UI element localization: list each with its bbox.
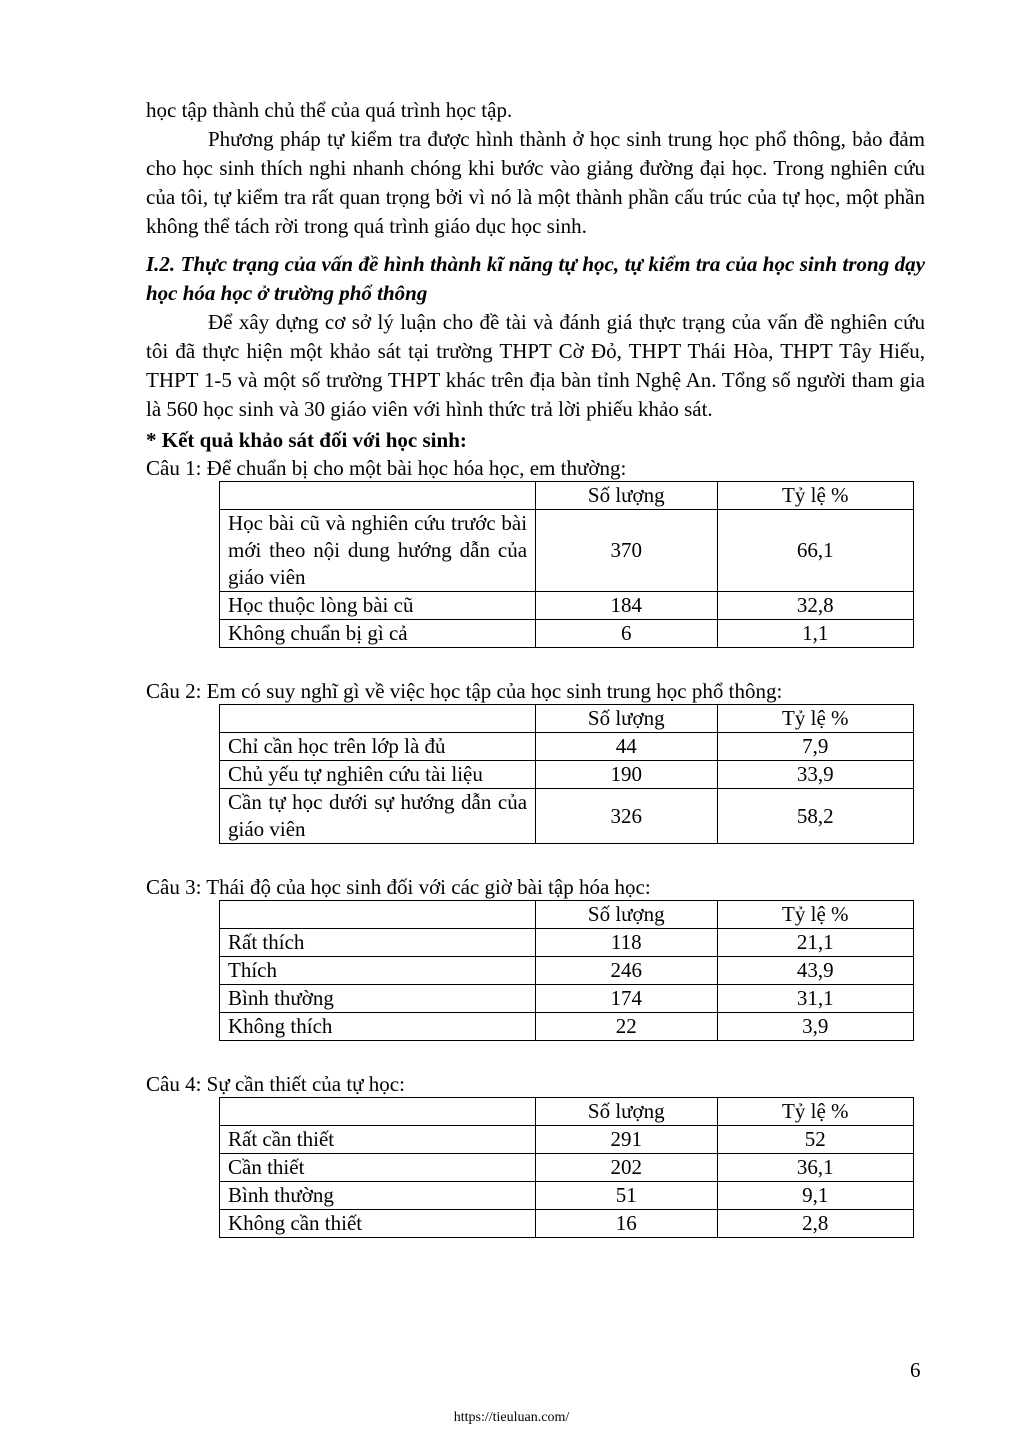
table-row xyxy=(220,510,914,592)
table-row xyxy=(220,789,914,844)
row-percent: 9,1 xyxy=(717,1182,913,1210)
row-count: 174 xyxy=(536,985,718,1013)
row-percent: 32,8 xyxy=(717,592,913,620)
row-percent: 58,2 xyxy=(717,789,913,844)
row-percent: 43,9 xyxy=(717,957,913,985)
row-percent: 66,1 xyxy=(717,510,913,592)
header-empty-cell xyxy=(220,482,536,510)
table-row xyxy=(220,985,914,1013)
row-label: Bình thường xyxy=(220,985,536,1013)
results-heading: * Kết quả khảo sát đối với học sinh: xyxy=(146,428,467,452)
row-count: 190 xyxy=(536,761,718,789)
header-count: Số lượng xyxy=(536,901,718,929)
table-row xyxy=(220,957,914,985)
header-empty-cell xyxy=(220,901,536,929)
header-percent: Tỷ lệ % xyxy=(717,705,913,733)
table-header-row xyxy=(220,705,914,733)
table-row xyxy=(220,1154,914,1182)
row-label: Cần tự học dưới sự hướng dẫn của giáo viên xyxy=(220,789,536,844)
row-count: 51 xyxy=(536,1182,718,1210)
header-count: Số lượng xyxy=(536,482,718,510)
table-header-row xyxy=(220,901,914,929)
question-3-table xyxy=(219,900,914,1041)
row-count: 16 xyxy=(536,1210,718,1238)
header-count: Số lượng xyxy=(536,705,718,733)
row-label: Chỉ cần học trên lớp là đủ xyxy=(220,733,536,761)
table-header-row xyxy=(220,482,914,510)
question-1-title: Câu 1: Để chuẩn bị cho một bài học hóa học, em thường: xyxy=(146,456,627,480)
table-row xyxy=(220,1013,914,1041)
row-count: 22 xyxy=(536,1013,718,1041)
row-percent: 21,1 xyxy=(717,929,913,957)
row-percent: 1,1 xyxy=(717,620,913,648)
row-label: Không chuẩn bị gì cả xyxy=(220,620,536,648)
row-percent: 33,9 xyxy=(717,761,913,789)
header-empty-cell xyxy=(220,1098,536,1126)
table-row xyxy=(220,761,914,789)
row-label: Thích xyxy=(220,957,536,985)
row-label: Không cần thiết xyxy=(220,1210,536,1238)
row-percent: 3,9 xyxy=(717,1013,913,1041)
row-label: Cần thiết xyxy=(220,1154,536,1182)
table-header-row xyxy=(220,1098,914,1126)
header-count: Số lượng xyxy=(536,1098,718,1126)
row-percent: 36,1 xyxy=(717,1154,913,1182)
row-percent: 2,8 xyxy=(717,1210,913,1238)
header-percent: Tỷ lệ % xyxy=(717,901,913,929)
row-label: Bình thường xyxy=(220,1182,536,1210)
table-row xyxy=(220,592,914,620)
row-count: 370 xyxy=(536,510,718,592)
header-percent: Tỷ lệ % xyxy=(717,482,913,510)
paragraph-survey: Để xây dựng cơ sở lý luận cho đề tài và đánh giá thực trạng của vấn đề nghiên cứu tôi đã thực hiện một khảo sát tại trường THPT Cờ Đỏ, THPT Thái Hòa, THPT Tây Hiếu, THPT 1-5 và một số trường THPT khác trên địa bàn tỉnh Nghệ An. Tổng số người tham gia là 560 học sinh và 30 giáo viên với hình thức trả lời phiếu khảo sát. xyxy=(146,310,925,421)
row-count: 246 xyxy=(536,957,718,985)
table-row xyxy=(220,1210,914,1238)
table-row xyxy=(220,620,914,648)
row-label: Rất thích xyxy=(220,929,536,957)
question-1-table xyxy=(219,481,914,648)
question-2-table xyxy=(219,704,914,844)
row-count: 44 xyxy=(536,733,718,761)
table-row xyxy=(220,1126,914,1154)
question-2-title: Câu 2: Em có suy nghĩ gì về việc học tập của học sinh trung học phổ thông: xyxy=(146,679,783,703)
table-row xyxy=(220,929,914,957)
table-row xyxy=(220,733,914,761)
header-percent: Tỷ lệ % xyxy=(717,1098,913,1126)
question-4-table xyxy=(219,1097,914,1238)
row-count: 184 xyxy=(536,592,718,620)
document-body xyxy=(146,96,925,1238)
page-number: 6 xyxy=(910,1358,921,1382)
row-percent: 31,1 xyxy=(717,985,913,1013)
row-count: 202 xyxy=(536,1154,718,1182)
table-row xyxy=(220,1182,914,1210)
row-label: Chủ yếu tự nghiên cứu tài liệu xyxy=(220,761,536,789)
question-3-title: Câu 3: Thái độ của học sinh đối với các giờ bài tập hóa học: xyxy=(146,875,651,899)
row-percent: 7,9 xyxy=(717,733,913,761)
row-count: 326 xyxy=(536,789,718,844)
footer-url[interactable]: https://tieuluan.com/ xyxy=(453,1410,570,1425)
row-label: Học thuộc lòng bài cũ xyxy=(220,592,536,620)
row-count: 291 xyxy=(536,1126,718,1154)
question-4-title: Câu 4: Sự cần thiết của tự học: xyxy=(146,1072,405,1096)
row-percent: 52 xyxy=(717,1126,913,1154)
row-label: Học bài cũ và nghiên cứu trước bài mới theo nội dung hướng dẫn của giáo viên xyxy=(220,510,536,592)
header-empty-cell xyxy=(220,705,536,733)
paragraph-continued: học tập thành chủ thể của quá trình học tập. xyxy=(146,98,513,122)
row-label: Không thích xyxy=(220,1013,536,1041)
paragraph-self-check: Phương pháp tự kiểm tra được hình thành ở học sinh trung học phổ thông, bảo đảm cho học sinh thích nghi nhanh chóng khi bước vào giảng đường đại học. Trong nghiên cứu của tôi, tự kiểm tra rất quan trọng bởi vì nó là một thành phần cấu trúc của tự học, một phần không thể tách rời trong quá trình giáo dục học sinh. xyxy=(146,127,925,238)
section-heading: I.2. Thực trạng của vấn đề hình thành kĩ năng tự học, tự kiểm tra của học sinh trong dạy học hóa học ở trường phổ thông xyxy=(146,252,925,305)
row-count: 118 xyxy=(536,929,718,957)
row-count: 6 xyxy=(536,620,718,648)
row-label: Rất cần thiết xyxy=(220,1126,536,1154)
